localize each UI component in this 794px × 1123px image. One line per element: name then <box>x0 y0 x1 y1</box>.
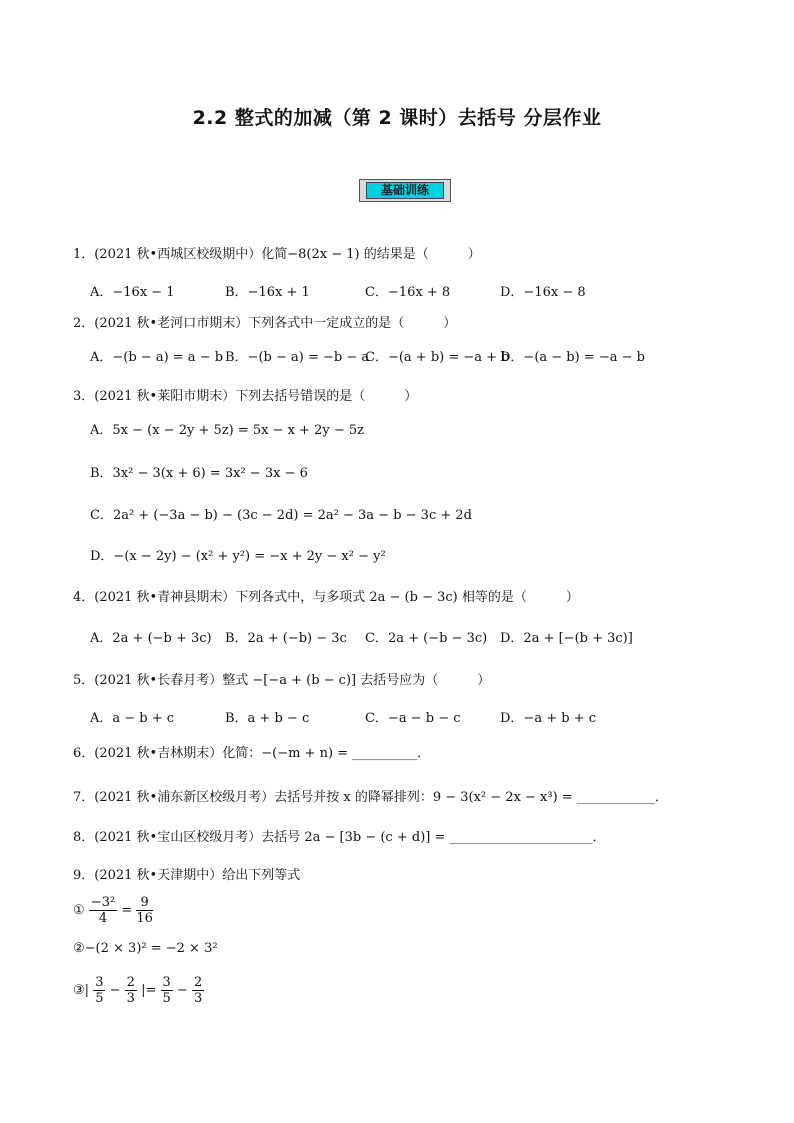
question-2: 2．(2021 秋•老河口市期末）下列各式中一定成立的是（ ） <box>73 316 457 331</box>
q2-option-d: D．−(a − b) = −a − b <box>500 350 645 365</box>
q4-option-a: A．2a + (−b + 3c) <box>90 631 212 646</box>
eq3-frac-d <box>192 975 204 1006</box>
eq3-frac-a-den: 5 <box>95 991 104 1006</box>
q2-option-a: A．−(b − a) = a − b <box>90 350 224 365</box>
q3-option-a: A．5x − (x − 2y + 5z) = 5x − x + 2y − 5z <box>90 423 364 438</box>
q1-option-a: A．−16x − 1 <box>90 285 175 300</box>
q5-option-a: A．a − b + c <box>90 711 175 726</box>
section-label: 基础训练 <box>366 182 444 199</box>
eq1-left-fraction <box>89 895 117 926</box>
question-5: 5．(2021 秋•长春月考）整式 −[−a + (b − c)] 去括号应为（ ） <box>73 673 491 688</box>
eq1-equals: = <box>121 903 133 918</box>
eq3-frac-a <box>93 975 105 1006</box>
question-1: 1．(2021 秋•西城区校级期中）化简−8(2x − 1) 的结果是（ ） <box>73 247 481 262</box>
q1-option-b: B．−16x + 1 <box>225 285 310 300</box>
eq3-frac-b <box>125 975 137 1006</box>
eq3-frac-c-num: 3 <box>162 975 171 990</box>
section-header <box>359 179 451 202</box>
equation-2: ②−(2 × 3)² = −2 × 3² <box>73 941 218 956</box>
question-9: 9．(2021 秋•天津期中）给出下列等式 <box>73 868 301 883</box>
q1-option-c: C．−16x + 8 <box>365 285 451 300</box>
eq3-frac-c-den: 5 <box>162 991 171 1006</box>
question-6: 6．(2021 秋•吉林期末）化简：−(−m + n) = __________． <box>73 746 431 761</box>
q2-option-b: B．−(b − a) = −b − a <box>225 350 370 365</box>
eq3-equals: |= <box>141 983 157 998</box>
eq1-right-denominator: 16 <box>136 911 153 926</box>
q5-option-d: D．−a + b + c <box>500 711 596 726</box>
q3-option-c: C．2a² + (−3a − b) − (3c − 2d) = 2a² − 3a − b − 3c + 2d <box>90 508 472 523</box>
question-7: 7．(2021 秋•浦东新区校级月考）去括号并按 x 的降幂排列：9 − 3(x² − 2x − x³) = ____________． <box>73 790 668 805</box>
eq3-frac-b-num: 2 <box>126 975 135 990</box>
q4-option-d: D．2a + [−(b + 3c)] <box>500 631 633 646</box>
q2-option-c: C．−(a + b) = −a + b <box>365 350 510 365</box>
q1-option-d: D．−16x − 8 <box>500 285 586 300</box>
question-3: 3．(2021 秋•莱阳市期末）下列去括号错误的是（ ） <box>73 389 418 404</box>
q4-option-b: B．2a + (−b) − 3c <box>225 631 347 646</box>
eq3-frac-a-num: 3 <box>95 975 104 990</box>
equation-1 <box>73 895 153 926</box>
eq3-minus-2: − <box>176 983 188 998</box>
eq1-right-fraction <box>136 895 153 926</box>
eq1-left-numerator: −3² <box>90 895 116 910</box>
eq3-frac-b-den: 3 <box>126 991 135 1006</box>
page-title: 2.2 整式的加减（第 2 课时）去括号 分层作业 <box>192 107 602 129</box>
q5-option-b: B．a + b − c <box>225 711 310 726</box>
eq1-circle-num: ① <box>73 903 85 918</box>
question-8: 8．(2021 秋•宝山区校级月考）去括号 2a − [3b − (c + d)] = ______________________． <box>73 830 606 845</box>
question-4: 4．(2021 秋•青神县期末）下列各式中，与多项式 2a − (b − 3c) 相等的是（ ） <box>73 590 579 605</box>
q3-option-d: D．−(x − 2y) − (x² + y²) = −x + 2y − x² − y² <box>90 549 386 564</box>
eq3-minus: − <box>109 983 121 998</box>
q5-option-c: C．−a − b − c <box>365 711 461 726</box>
eq3-frac-d-num: 2 <box>193 975 203 990</box>
eq3-frac-d-den: 3 <box>193 991 203 1006</box>
eq3-frac-c <box>161 975 173 1006</box>
eq1-right-numerator: 9 <box>136 895 153 911</box>
eq3-prefix: ③| <box>73 983 90 998</box>
eq1-left-denominator: 4 <box>98 911 108 926</box>
equation-3 <box>73 975 204 1006</box>
q4-option-c: C．2a + (−b − 3c) <box>365 631 488 646</box>
q3-option-b: B．3x² − 3(x + 6) = 3x² − 3x − 6 <box>90 466 308 481</box>
